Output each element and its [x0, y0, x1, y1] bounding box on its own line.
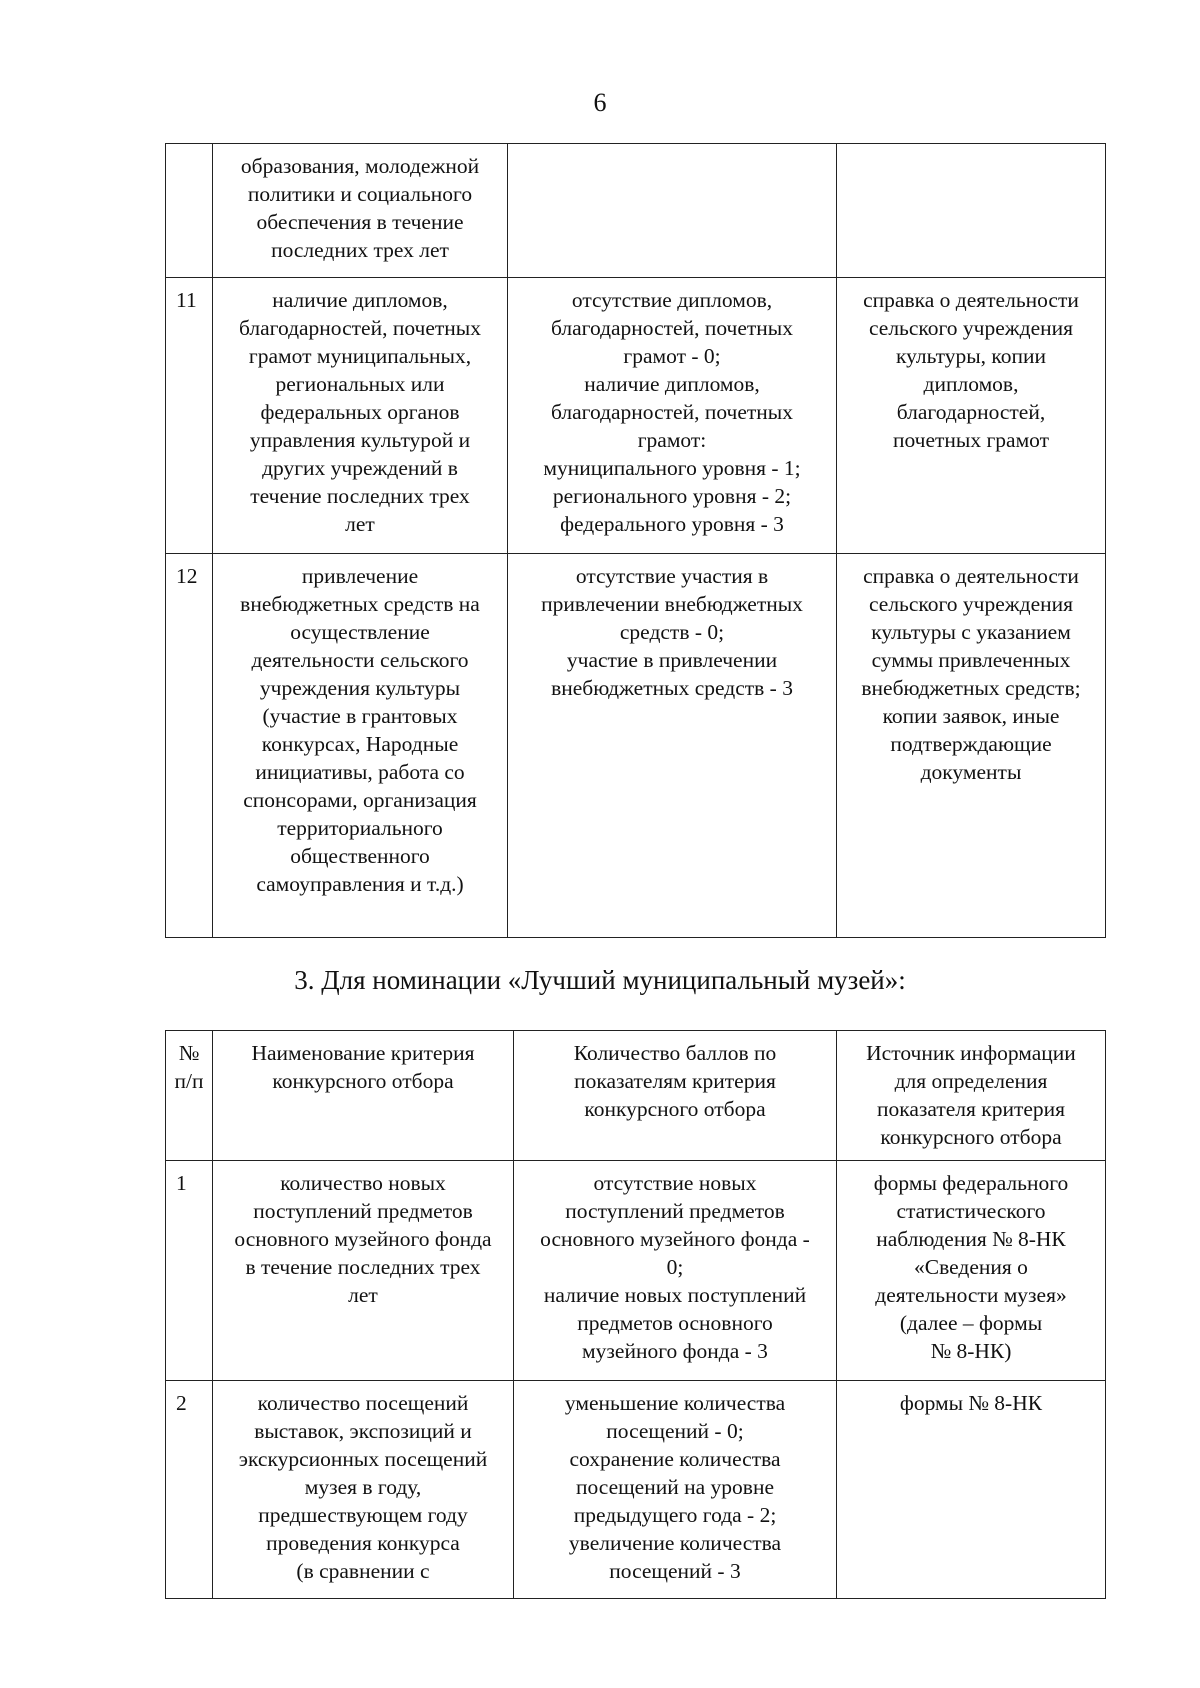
- points-cell: уменьшение количества посещений - 0; сохранение количества посещений на уровне предыдущего года - 2; увеличение количества посещений - 3: [514, 1381, 837, 1599]
- header-criterion: Наименование критерия конкурсного отбора: [213, 1031, 514, 1161]
- points-cell: отсутствие новых поступлений предметов основного музейного фонда - 0; наличие новых поступлений предметов основного музейного фонда - 3: [514, 1161, 837, 1381]
- source-cell: формы федерального статистического наблюдения № 8-НК «Сведения о деятельности музея» (далее – формы № 8-НК): [837, 1161, 1106, 1381]
- table-row: [166, 1381, 1106, 1599]
- row-number: 2: [166, 1381, 213, 1599]
- header-number: № п/п: [166, 1031, 213, 1161]
- source-cell: справка о деятельности сельского учреждения культуры с указанием суммы привлеченных внебюджетных средств; копии заявок, иные подтверждающие документы: [837, 554, 1106, 938]
- table-row: [166, 1161, 1106, 1381]
- points-cell: отсутствие дипломов, благодарностей, почетных грамот - 0; наличие дипломов, благодарностей, почетных грамот: муниципального уровня - 1; регионального уровня - 2; федерального уровня - 3: [508, 278, 837, 554]
- points-cell: отсутствие участия в привлечении внебюджетных средств - 0; участие в привлечении внебюджетных средств - 3: [508, 554, 837, 938]
- row-number: 11: [166, 278, 213, 554]
- table-header-row: [166, 1031, 1106, 1161]
- points-cell: [508, 144, 837, 278]
- table-row: [166, 278, 1106, 554]
- page-number: 6: [593, 88, 607, 117]
- criterion-cell: образования, молодежной политики и социального обеспечения в течение последних трех лет: [213, 144, 508, 278]
- row-number: 1: [166, 1161, 213, 1381]
- header-points: Количество баллов по показателям критерия конкурсного отбора: [514, 1031, 837, 1161]
- criterion-cell: привлечение внебюджетных средств на осуществление деятельности сельского учреждения культуры (участие в грантовых конкурсах, Народные инициативы, работа со спонсорами, организация территориального общественного самоуправления и т.д.): [213, 554, 508, 938]
- criterion-cell: количество новых поступлений предметов основного музейного фонда в течение последних трех лет: [213, 1161, 514, 1381]
- source-cell: [837, 144, 1106, 278]
- source-cell: формы № 8-НК: [837, 1381, 1106, 1599]
- source-cell: справка о деятельности сельского учреждения культуры, копии дипломов, благодарностей, почетных грамот: [837, 278, 1106, 554]
- header-source: Источник информации для определения показателя критерия конкурсного отбора: [837, 1031, 1106, 1161]
- table-row: [166, 144, 1106, 278]
- section-heading: 3. Для номинации «Лучший муниципальный музей»:: [294, 965, 906, 995]
- museum-criteria-table: [165, 1030, 1106, 1599]
- criterion-cell: количество посещений выставок, экспозиций и экскурсионных посещений музея в году, предшествующем году проведения конкурса (в сравнении с: [213, 1381, 514, 1599]
- row-number: [166, 144, 213, 278]
- criterion-cell: наличие дипломов, благодарностей, почетных грамот муниципальных, региональных или федеральных органов управления культурой и других учреждений в течение последних трех лет: [213, 278, 508, 554]
- table-row: [166, 554, 1106, 938]
- criteria-table-continued: [165, 143, 1106, 938]
- row-number: 12: [166, 554, 213, 938]
